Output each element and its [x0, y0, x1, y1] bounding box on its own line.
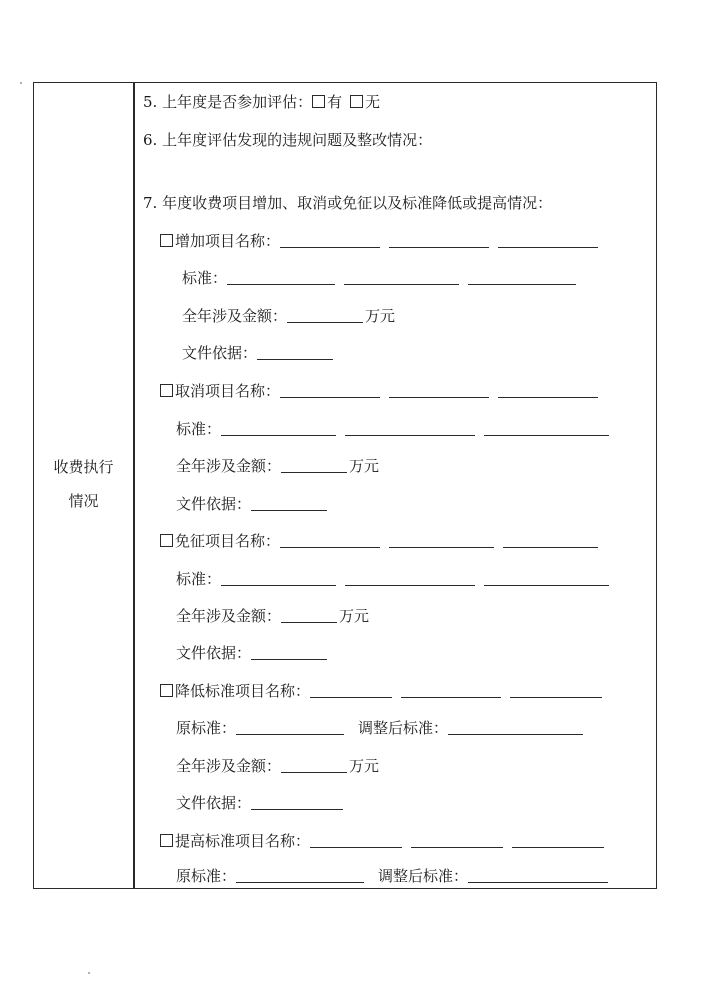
increase-basis-label: 文件依据：: [182, 344, 258, 362]
raise-name-label: 提高标准项目名称：: [175, 832, 311, 850]
cancel-standard-row: [176, 419, 618, 439]
exempt-standard-label: 标准：: [176, 570, 222, 588]
raise-name-row: [160, 831, 613, 851]
raise-name-blank-1[interactable]: [310, 831, 402, 848]
exempt-basis-blank[interactable]: [251, 643, 327, 660]
checkbox-no[interactable]: [350, 95, 363, 108]
option-yes-label: 有: [327, 93, 343, 111]
cancel-basis-row: [176, 494, 336, 514]
scan-speck: [20, 82, 22, 84]
exempt-name-label: 免征项目名称：: [175, 532, 281, 550]
raise-name-blank-2[interactable]: [411, 831, 503, 848]
cancel-basis-blank[interactable]: [251, 494, 327, 511]
increase-basis-row: [182, 343, 342, 363]
lower-name-blank-3[interactable]: [510, 681, 602, 698]
lower-amount-label: 全年涉及金额：: [176, 757, 282, 775]
lower-basis-label: 文件依据：: [176, 794, 252, 812]
item6-row: [143, 130, 432, 150]
increase-amount-unit: 万元: [365, 307, 396, 325]
section-label-line1: 收费执行: [53, 458, 114, 476]
cancel-name-blank-3[interactable]: [498, 381, 598, 398]
section-label-line2: 情况: [68, 492, 99, 510]
exempt-name-row: [160, 531, 607, 551]
exempt-amount-label: 全年涉及金额：: [176, 607, 282, 625]
increase-amount-row: [182, 306, 395, 326]
exempt-name-blank-1[interactable]: [280, 531, 380, 548]
item7-row: [143, 193, 552, 213]
lower-orig-blank[interactable]: [236, 718, 344, 735]
raise-adjusted-label: 调整后标准：: [378, 867, 469, 885]
raise-name-blank-3[interactable]: [512, 831, 604, 848]
exempt-standard-blank-1[interactable]: [221, 569, 336, 586]
item6-text: 6. 上年度评估发现的违规问题及整改情况：: [143, 131, 433, 149]
cancel-name-blank-1[interactable]: [280, 381, 380, 398]
lower-name-blank-2[interactable]: [401, 681, 501, 698]
exempt-basis-label: 文件依据：: [176, 644, 252, 662]
raise-standard-row: [176, 866, 617, 886]
item7-text: 7. 年度收费项目增加、取消或免征以及标准降低或提高情况：: [143, 194, 553, 212]
item5-text: 5. 上年度是否参加评估：: [143, 93, 313, 111]
cancel-name-blank-2[interactable]: [389, 381, 489, 398]
exempt-standard-row: [176, 569, 618, 589]
lower-amount-row: [176, 756, 379, 776]
column-divider: [133, 82, 135, 889]
checkbox-exempt[interactable]: [160, 534, 173, 547]
lower-orig-label: 原标准：: [176, 719, 237, 737]
increase-name-blank-2[interactable]: [389, 231, 489, 248]
item5-row: [143, 92, 380, 112]
exempt-amount-row: [176, 606, 369, 626]
cancel-amount-row: [176, 456, 379, 476]
cancel-amount-blank[interactable]: [281, 456, 347, 473]
lower-name-row: [160, 681, 611, 701]
lower-name-label: 降低标准项目名称：: [175, 682, 311, 700]
increase-basis-blank[interactable]: [257, 343, 333, 360]
lower-adjusted-label: 调整后标准：: [358, 719, 449, 737]
exempt-name-blank-2[interactable]: [389, 531, 494, 548]
checkbox-increase[interactable]: [160, 234, 173, 247]
lower-standard-row: [176, 718, 592, 738]
cancel-amount-label: 全年涉及金额：: [176, 457, 282, 475]
increase-standard-blank-2[interactable]: [344, 268, 459, 285]
increase-name-label: 增加项目名称：: [175, 232, 281, 250]
exempt-amount-blank[interactable]: [281, 606, 337, 623]
exempt-amount-unit: 万元: [339, 607, 370, 625]
increase-standard-blank-3[interactable]: [468, 268, 576, 285]
checkbox-cancel[interactable]: [160, 384, 173, 397]
lower-amount-unit: 万元: [349, 757, 380, 775]
raise-adjusted-blank[interactable]: [468, 866, 608, 883]
increase-standard-blank-1[interactable]: [227, 268, 335, 285]
increase-standard-label: 标准：: [182, 269, 228, 287]
cancel-standard-label: 标准：: [176, 420, 222, 438]
scan-speck: [88, 972, 90, 974]
checkbox-lower[interactable]: [160, 684, 173, 697]
raise-orig-label: 原标准：: [176, 867, 237, 885]
cancel-standard-blank-3[interactable]: [484, 419, 609, 436]
cancel-name-row: [160, 381, 607, 401]
increase-amount-blank[interactable]: [287, 306, 363, 323]
lower-basis-blank[interactable]: [251, 793, 343, 810]
cancel-basis-label: 文件依据：: [176, 495, 252, 513]
cancel-standard-blank-2[interactable]: [345, 419, 475, 436]
increase-name-row: [160, 231, 607, 251]
checkbox-raise[interactable]: [160, 834, 173, 847]
raise-orig-blank[interactable]: [236, 866, 364, 883]
option-no-label: 无: [365, 93, 381, 111]
section-label-cell: [34, 450, 133, 518]
checkbox-yes[interactable]: [312, 95, 325, 108]
cancel-standard-blank-1[interactable]: [221, 419, 336, 436]
exempt-basis-row: [176, 643, 336, 663]
cancel-name-label: 取消项目名称：: [175, 382, 281, 400]
lower-basis-row: [176, 793, 352, 813]
exempt-name-blank-3[interactable]: [503, 531, 598, 548]
exempt-standard-blank-2[interactable]: [345, 569, 475, 586]
increase-name-blank-1[interactable]: [280, 231, 380, 248]
increase-standard-row: [182, 268, 585, 288]
lower-amount-blank[interactable]: [281, 756, 347, 773]
lower-adjusted-blank[interactable]: [448, 718, 583, 735]
lower-name-blank-1[interactable]: [310, 681, 392, 698]
increase-amount-label: 全年涉及金额：: [182, 307, 288, 325]
exempt-standard-blank-3[interactable]: [484, 569, 609, 586]
cancel-amount-unit: 万元: [349, 457, 380, 475]
increase-name-blank-3[interactable]: [498, 231, 598, 248]
